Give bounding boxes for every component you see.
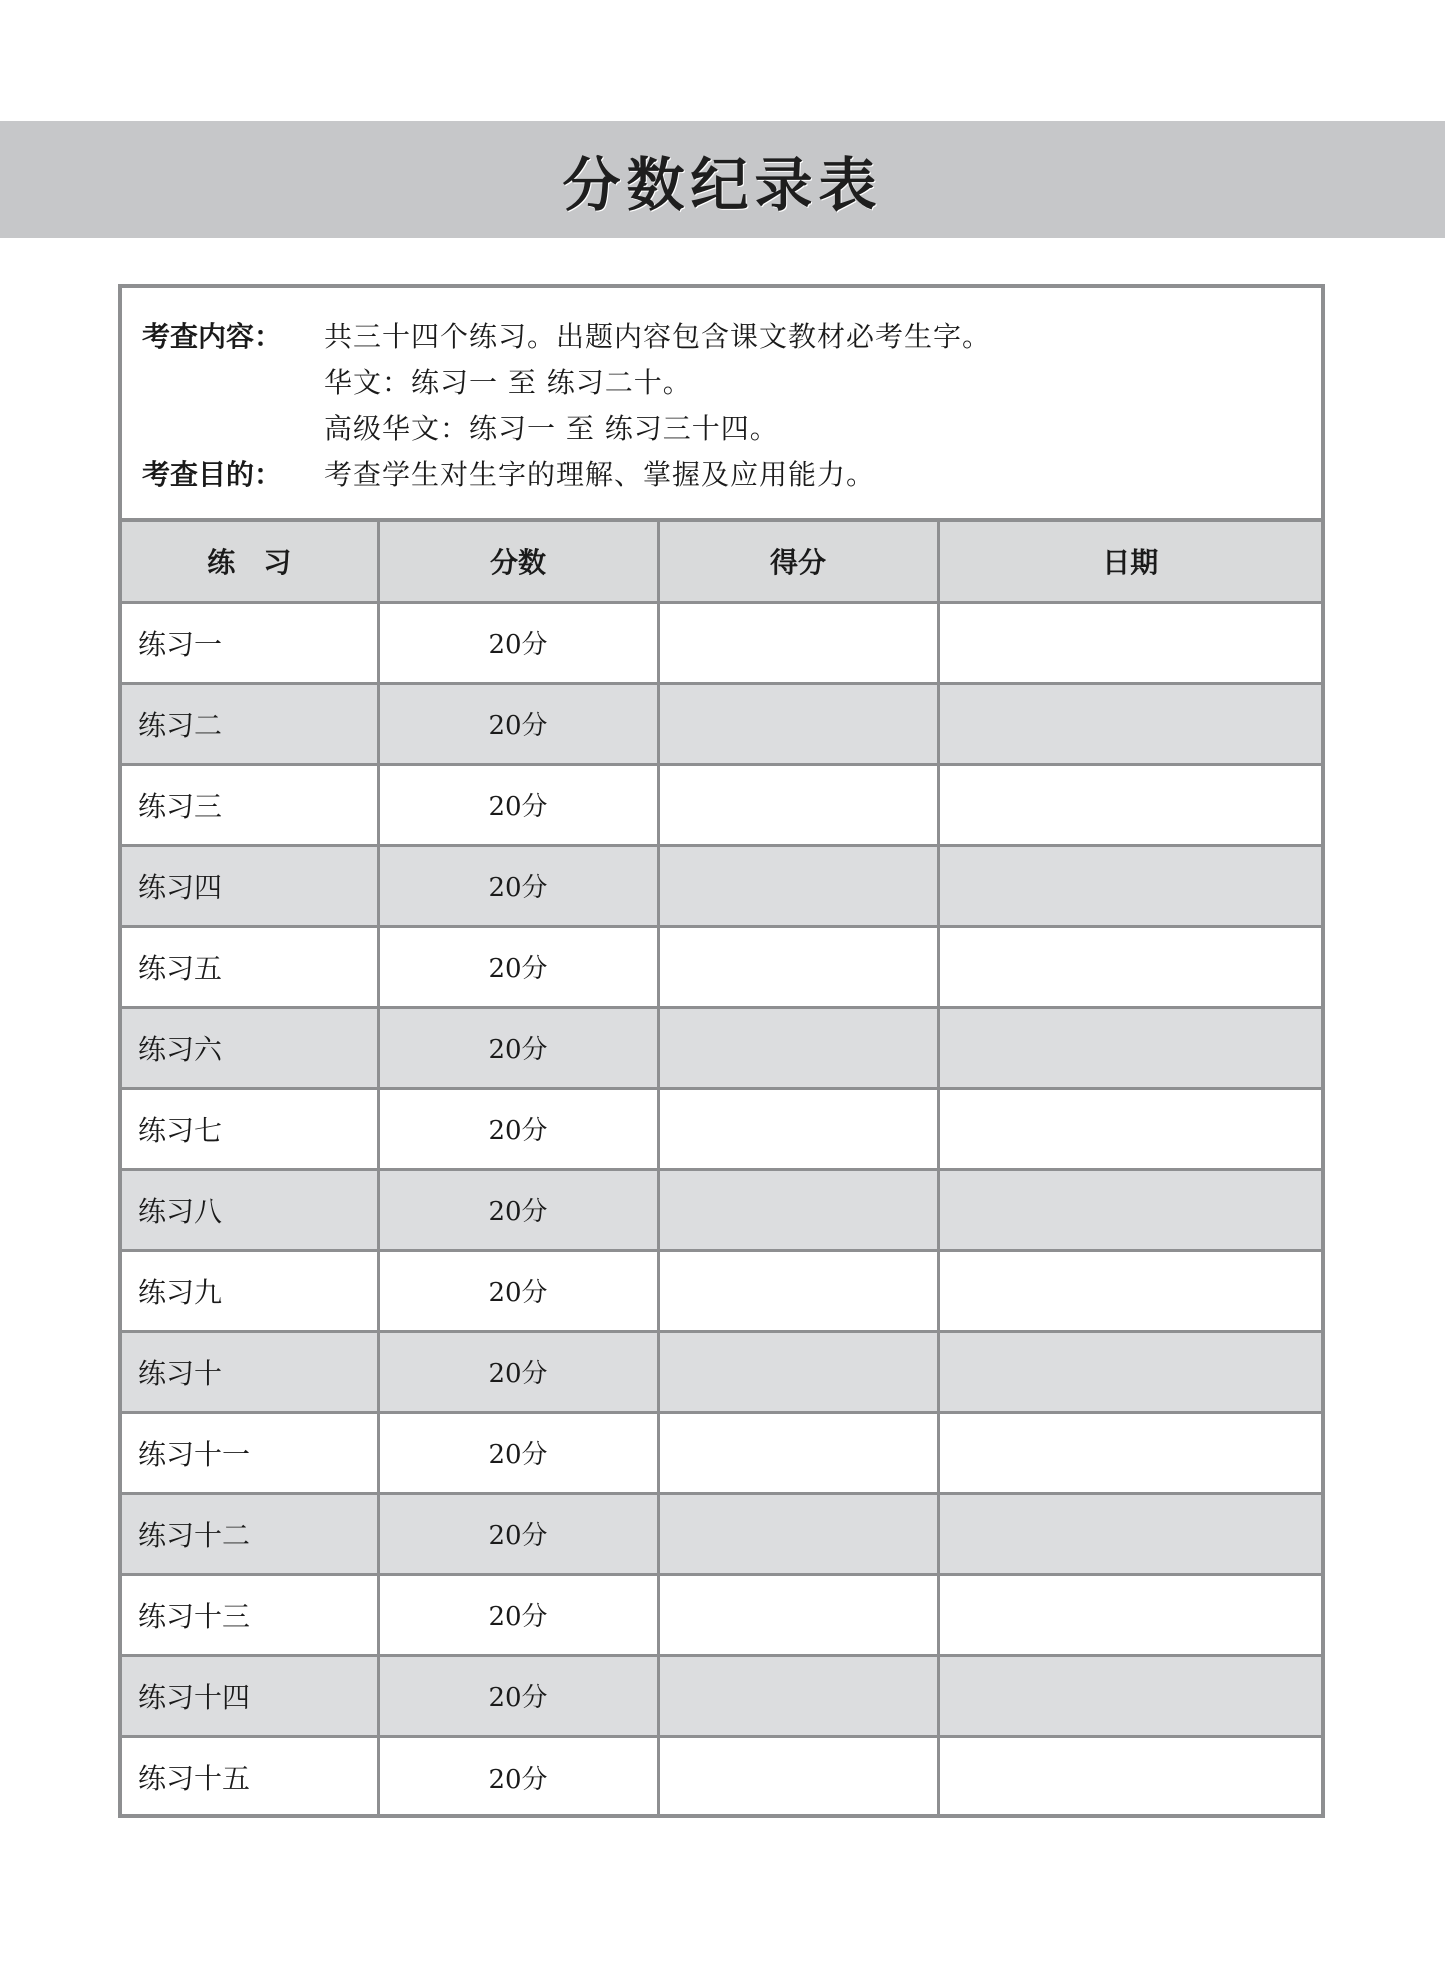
- exercise-name-cell: 练习五: [122, 926, 378, 1007]
- table-row: [122, 926, 1321, 1007]
- full-marks-cell: 20分: [378, 926, 658, 1007]
- table-row: [122, 1574, 1321, 1655]
- table-row: [122, 1088, 1321, 1169]
- table-row: [122, 845, 1321, 926]
- date-entry-cell[interactable]: [938, 926, 1321, 1007]
- score-entry-cell[interactable]: [658, 683, 938, 764]
- table-row: [122, 602, 1321, 683]
- table-row: [122, 683, 1321, 764]
- table-row: [122, 1736, 1321, 1817]
- exercise-name-cell: 练习三: [122, 764, 378, 845]
- page-title: 分数纪录表: [562, 150, 883, 219]
- date-entry-cell[interactable]: [938, 845, 1321, 926]
- table-row: [122, 1331, 1321, 1412]
- date-entry-cell[interactable]: [938, 1655, 1321, 1736]
- exercise-name-cell: 练习十一: [122, 1412, 378, 1493]
- full-marks-cell: 20分: [378, 683, 658, 764]
- score-entry-cell[interactable]: [658, 602, 938, 683]
- score-entry-cell[interactable]: [658, 1412, 938, 1493]
- date-entry-cell[interactable]: [938, 1574, 1321, 1655]
- info-content-line-2: [142, 358, 1321, 404]
- title-band: [0, 121, 1445, 238]
- full-marks-cell: 20分: [378, 845, 658, 926]
- score-entry-cell[interactable]: [658, 1250, 938, 1331]
- info-content-line-1: [142, 312, 1321, 358]
- full-marks-cell: 20分: [378, 1007, 658, 1088]
- exercise-name-cell: 练习二: [122, 683, 378, 764]
- content-text-1: 共三十四个练习。出题内容包含课文教材必考生字。: [324, 320, 992, 353]
- info-purpose-line: [142, 450, 1321, 496]
- exercise-name-cell: 练习八: [122, 1169, 378, 1250]
- date-entry-cell[interactable]: [938, 1331, 1321, 1412]
- full-marks-cell: 20分: [378, 1655, 658, 1736]
- header-date: 日期: [938, 522, 1321, 602]
- date-entry-cell[interactable]: [938, 1088, 1321, 1169]
- score-entry-cell[interactable]: [658, 1574, 938, 1655]
- score-entry-cell[interactable]: [658, 845, 938, 926]
- score-entry-cell[interactable]: [658, 1007, 938, 1088]
- exercise-name-cell: 练习六: [122, 1007, 378, 1088]
- content-text-2: 华文：练习一 至 练习二十。: [324, 366, 692, 399]
- exercise-name-cell: 练习十三: [122, 1574, 378, 1655]
- score-entry-cell[interactable]: [658, 1655, 938, 1736]
- date-entry-cell[interactable]: [938, 1412, 1321, 1493]
- full-marks-cell: 20分: [378, 1088, 658, 1169]
- date-entry-cell[interactable]: [938, 764, 1321, 845]
- date-entry-cell[interactable]: [938, 1736, 1321, 1817]
- full-marks-cell: 20分: [378, 1493, 658, 1574]
- date-entry-cell[interactable]: [938, 1493, 1321, 1574]
- exercise-name-cell: 练习四: [122, 845, 378, 926]
- exercise-name-cell: 练习一: [122, 602, 378, 683]
- date-entry-cell[interactable]: [938, 1169, 1321, 1250]
- content-text-3: 高级华文：练习一 至 练习三十四。: [324, 412, 779, 445]
- score-table: [122, 522, 1321, 1817]
- purpose-label: 考查目的：: [142, 458, 283, 491]
- exercise-name-cell: 练习十二: [122, 1493, 378, 1574]
- table-row: [122, 1412, 1321, 1493]
- table-body: [122, 602, 1321, 1817]
- table-row: [122, 1007, 1321, 1088]
- score-entry-cell[interactable]: [658, 926, 938, 1007]
- full-marks-cell: 20分: [378, 1331, 658, 1412]
- full-marks-cell: 20分: [378, 1412, 658, 1493]
- score-entry-cell[interactable]: [658, 1736, 938, 1817]
- header-score: 得分: [658, 522, 938, 602]
- table-row: [122, 1169, 1321, 1250]
- score-entry-cell[interactable]: [658, 1088, 938, 1169]
- full-marks-cell: 20分: [378, 1574, 658, 1655]
- table-header-row: [122, 522, 1321, 602]
- info-content-line-3: [142, 404, 1321, 450]
- table-row: [122, 764, 1321, 845]
- date-entry-cell[interactable]: [938, 1007, 1321, 1088]
- date-entry-cell[interactable]: [938, 683, 1321, 764]
- score-entry-cell[interactable]: [658, 1493, 938, 1574]
- info-section: [122, 288, 1321, 522]
- purpose-text: 考查学生对生字的理解、掌握及应用能力。: [324, 458, 876, 491]
- exercise-name-cell: 练习十: [122, 1331, 378, 1412]
- full-marks-cell: 20分: [378, 1736, 658, 1817]
- header-full-marks: 分数: [378, 522, 658, 602]
- exercise-name-cell: 练习十四: [122, 1655, 378, 1736]
- full-marks-cell: 20分: [378, 1250, 658, 1331]
- table-row: [122, 1250, 1321, 1331]
- full-marks-cell: 20分: [378, 764, 658, 845]
- full-marks-cell: 20分: [378, 602, 658, 683]
- content-label: 考查内容：: [142, 320, 283, 353]
- score-entry-cell[interactable]: [658, 1169, 938, 1250]
- score-entry-cell[interactable]: [658, 764, 938, 845]
- header-exercise: 练 习: [122, 522, 378, 602]
- score-entry-cell[interactable]: [658, 1331, 938, 1412]
- date-entry-cell[interactable]: [938, 1250, 1321, 1331]
- table-row: [122, 1655, 1321, 1736]
- table-row: [122, 1493, 1321, 1574]
- exercise-name-cell: 练习九: [122, 1250, 378, 1331]
- exercise-name-cell: 练习七: [122, 1088, 378, 1169]
- exercise-name-cell: 练习十五: [122, 1736, 378, 1817]
- full-marks-cell: 20分: [378, 1169, 658, 1250]
- score-record-sheet: [118, 284, 1325, 1818]
- date-entry-cell[interactable]: [938, 602, 1321, 683]
